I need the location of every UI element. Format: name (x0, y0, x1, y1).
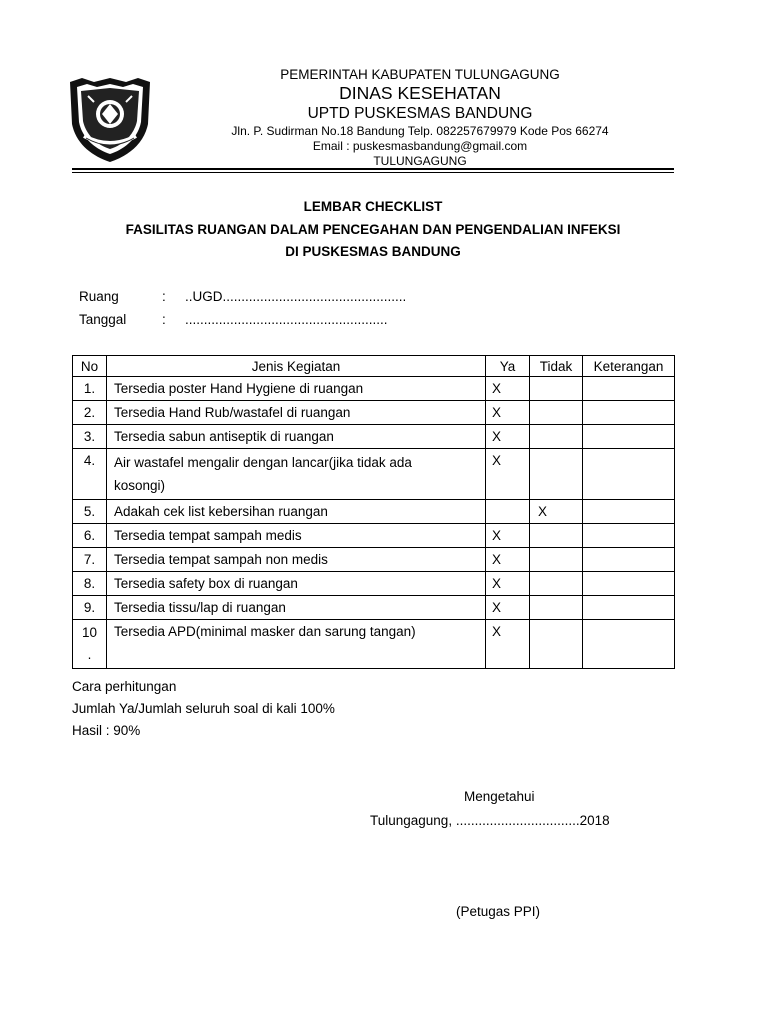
row-no: 2. (73, 401, 107, 425)
row-keterangan (583, 377, 675, 401)
row-jenis: Air wastafel mengalir dengan lancar(jika tidak ada kosongi) (107, 449, 486, 500)
place-date-line: Tulungagung, .................................2018 (370, 813, 610, 828)
table-row (73, 377, 675, 401)
regency-coat-of-arms-icon (64, 72, 156, 164)
table-row (73, 500, 675, 524)
row-no: 4. (73, 449, 107, 500)
row-keterangan (583, 572, 675, 596)
row-ya: X (486, 449, 530, 500)
tanggal-label: Tanggal (79, 312, 127, 327)
row-keterangan (583, 596, 675, 620)
address-line: Jln. P. Sudirman No.18 Bandung Telp. 082257679979 Kode Pos 66274 (231, 124, 609, 138)
title-line-2: FASILITAS RUANGAN DALAM PENCEGAHAN DAN PENGENDALIAN INFEKSI (125, 221, 621, 237)
row-jenis: Tersedia Hand Rub/wastafel di ruangan (107, 401, 486, 425)
row-keterangan (583, 449, 675, 500)
row-tidak (530, 377, 583, 401)
row-ya: X (486, 401, 530, 425)
row-ya: X (486, 596, 530, 620)
table-row (73, 572, 675, 596)
row-jenis: Tersedia tempat sampah medis (107, 524, 486, 548)
row-ya: X (486, 377, 530, 401)
row-no: 10 . (73, 620, 107, 669)
calc-formula: Jumlah Ya/Jumlah seluruh soal di kali 100% (72, 701, 335, 716)
title-line-3: DI PUSKESMAS BANDUNG (285, 244, 461, 259)
row-ya: X (486, 524, 530, 548)
table-row (73, 449, 675, 500)
row-jenis: Adakah cek list kebersihan ruangan (107, 500, 486, 524)
row-keterangan (583, 401, 675, 425)
tanggal-value: ...................................................... (185, 312, 388, 327)
header-jenis-kegiatan: Jenis Kegiatan (107, 356, 486, 377)
table-row (73, 620, 675, 669)
table-row (73, 548, 675, 572)
row-tidak (530, 449, 583, 500)
header-tidak: Tidak (530, 356, 583, 377)
row-ya: X (486, 620, 530, 669)
calc-heading: Cara perhitungan (72, 679, 177, 694)
row-no: 6. (73, 524, 107, 548)
row-no: 9. (73, 596, 107, 620)
row-jenis: Tersedia tempat sampah non medis (107, 548, 486, 572)
row-keterangan (583, 620, 675, 669)
row-keterangan (583, 524, 675, 548)
row-jenis: Tersedia poster Hand Hygiene di ruangan (107, 377, 486, 401)
calculation-section (72, 676, 335, 742)
city-line: TULUNGAGUNG (373, 154, 467, 168)
row-tidak (530, 548, 583, 572)
header-keterangan: Keterangan (583, 356, 675, 377)
tanggal-colon: : (162, 312, 166, 327)
row-ya: X (486, 572, 530, 596)
email-line: Email : puskesmasbandung@gmail.com (312, 139, 528, 153)
table-row (73, 401, 675, 425)
row-jenis: Tersedia tissu/lap di ruangan (107, 596, 486, 620)
row-no: 7. (73, 548, 107, 572)
officer-name: (Petugas PPI) (456, 904, 541, 919)
ruang-colon: : (162, 289, 166, 304)
letterhead-rule-thick (72, 168, 674, 170)
row-keterangan (583, 425, 675, 449)
header-no: No (73, 356, 107, 377)
header-ya: Ya (486, 356, 530, 377)
row-ya: X (486, 548, 530, 572)
government-name: PEMERINTAH KABUPATEN TULUNGAGUNG (280, 67, 560, 82)
row-tidak (530, 524, 583, 548)
row-no: 3. (73, 425, 107, 449)
ruang-value: ..UGD................................................. (185, 289, 407, 304)
row-ya: X (486, 425, 530, 449)
table-row (73, 425, 675, 449)
checklist-table (72, 355, 675, 669)
table-row (73, 524, 675, 548)
row-tidak (530, 401, 583, 425)
row-jenis: Tersedia safety box di ruangan (107, 572, 486, 596)
row-tidak (530, 572, 583, 596)
row-tidak (530, 425, 583, 449)
letterhead-rule-thin (72, 172, 674, 173)
document-title (72, 196, 674, 264)
department-name: DINAS KESEHATAN (339, 83, 501, 103)
row-jenis: Tersedia APD(minimal masker dan sarung tangan) (107, 620, 486, 669)
row-no: 5. (73, 500, 107, 524)
unit-name: UPTD PUSKESMAS BANDUNG (307, 105, 533, 122)
row-no: 8. (73, 572, 107, 596)
row-keterangan (583, 548, 675, 572)
letterhead (180, 66, 660, 169)
ruang-label: Ruang (79, 289, 119, 304)
row-tidak (530, 596, 583, 620)
title-line-1: LEMBAR CHECKLIST (303, 199, 443, 214)
row-no: 1. (73, 377, 107, 401)
row-ya (486, 500, 530, 524)
calc-result: Hasil : 90% (72, 723, 141, 738)
mengetahui-label: Mengetahui (464, 789, 535, 804)
row-tidak: X (530, 500, 583, 524)
table-row (73, 596, 675, 620)
row-jenis: Tersedia sabun antiseptik di ruangan (107, 425, 486, 449)
row-keterangan (583, 500, 675, 524)
row-tidak (530, 620, 583, 669)
table-header-row (73, 356, 675, 377)
